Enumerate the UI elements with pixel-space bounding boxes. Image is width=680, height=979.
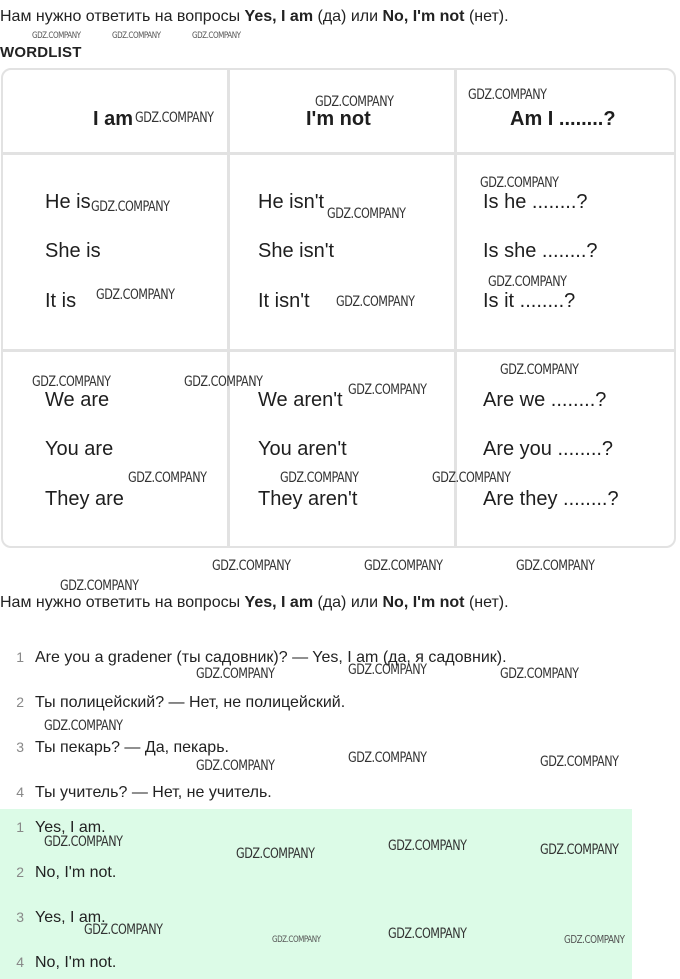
section-intro-text: Нам нужно ответить на вопросы Yes, I am (да) или No, I'm not (нет). (0, 594, 509, 611)
table-cell: They are (45, 488, 124, 510)
item-number: 3 (16, 739, 24, 755)
item-text: No, I'm not. (35, 864, 117, 881)
wordlist-title: WORDLIST (0, 44, 82, 61)
table-cell: Are we ........? (483, 389, 607, 411)
table-cell: Are they ........? (483, 488, 619, 510)
item-text: Ты пекарь? — Да, пекарь. (35, 739, 229, 756)
table-cell: Is he ........? (483, 191, 588, 213)
watermark: GDZ.COMPANY (60, 578, 139, 594)
watermark: GDZ.COMPANY (128, 470, 207, 486)
table-cell: You are (45, 438, 114, 460)
row-divider (3, 152, 674, 155)
item-text: Yes, I am. (35, 909, 106, 926)
list-item (0, 694, 345, 712)
header-negative: I'm not (306, 108, 371, 130)
table-cell: It is (45, 290, 77, 312)
table-cell: They aren't (258, 488, 358, 510)
watermark: GDZ.COMPANY (480, 175, 559, 191)
watermark: GDZ.COMPANY (336, 294, 415, 310)
table-cell: She isn't (258, 240, 335, 262)
table-cell: We aren't (258, 389, 343, 411)
watermark: GDZ.COMPANY (32, 374, 111, 390)
table-cell: It isn't (258, 290, 310, 312)
answer-item (0, 954, 116, 972)
watermark: GDZ.COMPANY (540, 842, 619, 858)
watermark: GDZ.COMPANY (196, 666, 275, 682)
watermark: GDZ.COMPANY (135, 110, 214, 126)
watermark: GDZ.COMPANY (192, 31, 241, 41)
item-number: 4 (16, 784, 24, 800)
watermark: GDZ.COMPANY (315, 94, 394, 110)
list-item (0, 739, 229, 757)
column-divider (227, 70, 230, 546)
item-text: Yes, I am. (35, 819, 106, 836)
list-item (0, 649, 507, 667)
item-text: Ты учитель? — Нет, не учитель. (35, 784, 272, 801)
watermark: GDZ.COMPANY (236, 846, 315, 862)
watermark: GDZ.COMPANY (348, 750, 427, 766)
watermark: GDZ.COMPANY (96, 287, 175, 303)
table-cell: We are (45, 389, 110, 411)
watermark: GDZ.COMPANY (488, 274, 567, 290)
watermark: GDZ.COMPANY (112, 31, 161, 41)
watermark: GDZ.COMPANY (564, 933, 625, 946)
watermark: GDZ.COMPANY (540, 754, 619, 770)
table-cell: He isn't (258, 191, 325, 213)
watermark: GDZ.COMPANY (280, 470, 359, 486)
list-item (0, 784, 272, 802)
item-number: 2 (16, 694, 24, 710)
watermark: GDZ.COMPANY (388, 838, 467, 854)
watermark: GDZ.COMPANY (388, 926, 467, 942)
watermark: GDZ.COMPANY (327, 206, 406, 222)
watermark: GDZ.COMPANY (500, 666, 579, 682)
intro-text: Нам нужно ответить на вопросы Yes, I am (да) или No, I'm not (нет). (0, 8, 509, 25)
table-cell: Is it ........? (483, 290, 576, 312)
watermark: GDZ.COMPANY (516, 558, 595, 574)
table-cell: She is (45, 240, 101, 262)
item-number: 1 (16, 819, 24, 835)
header-question: Am I ........? (510, 108, 616, 130)
item-number: 4 (16, 954, 24, 970)
watermark: GDZ.COMPANY (500, 362, 579, 378)
item-number: 1 (16, 649, 24, 665)
watermark: GDZ.COMPANY (364, 558, 443, 574)
table-cell: Are you ........? (483, 438, 614, 460)
table-cell: He is (45, 191, 91, 213)
watermark: GDZ.COMPANY (44, 718, 123, 734)
item-text: Are you a gradener (ты садовник)? — Yes, I am (да, я садовник). (35, 649, 507, 666)
watermark: GDZ.COMPANY (468, 87, 547, 103)
watermark: GDZ.COMPANY (84, 922, 163, 938)
watermark: GDZ.COMPANY (212, 558, 291, 574)
watermark: GDZ.COMPANY (272, 935, 321, 945)
table-cell: You aren't (258, 438, 347, 460)
watermark: GDZ.COMPANY (432, 470, 511, 486)
watermark: GDZ.COMPANY (348, 382, 427, 398)
table-cell: Is she ........? (483, 240, 598, 262)
watermark: GDZ.COMPANY (32, 31, 81, 41)
watermark: GDZ.COMPANY (184, 374, 263, 390)
item-text: Ты полицейский? — Нет, не полицейский. (35, 694, 346, 711)
row-divider (3, 349, 674, 352)
header-affirmative: I am (93, 108, 134, 130)
item-number: 2 (16, 864, 24, 880)
item-number: 3 (16, 909, 24, 925)
watermark: GDZ.COMPANY (348, 662, 427, 678)
watermark: GDZ.COMPANY (44, 834, 123, 850)
watermark: GDZ.COMPANY (196, 758, 275, 774)
watermark: GDZ.COMPANY (91, 199, 170, 215)
item-text: No, I'm not. (35, 954, 117, 971)
answer-item (0, 864, 116, 882)
